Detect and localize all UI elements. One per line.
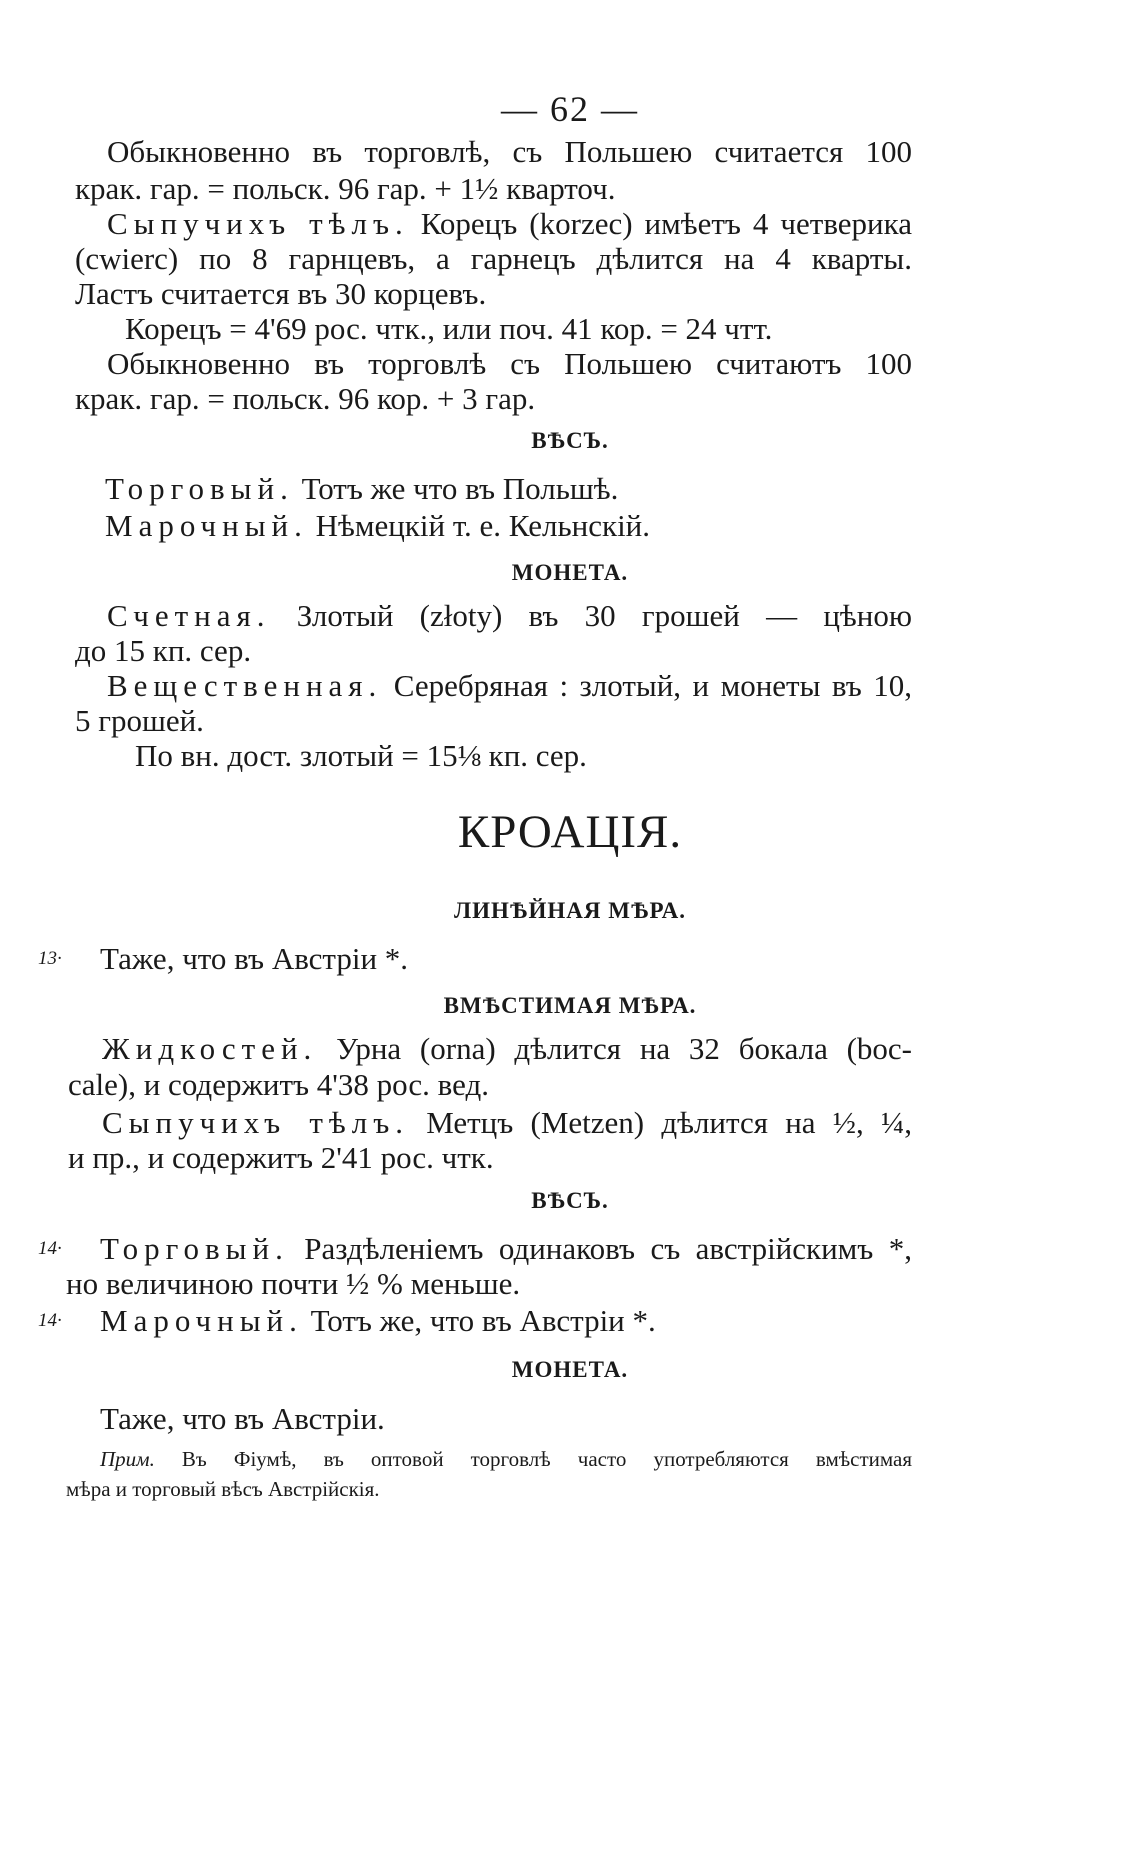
text-line: По вн. дост. злотый = 15⅛ кп. сер. <box>135 738 587 773</box>
text-line: крак. гар. = польск. 96 гар. + 1½ кварточ. <box>75 171 616 206</box>
text-line: Обыкновенно въ торговлѣ съ Польшею считаютъ 100 <box>107 346 912 381</box>
footnote-line: Прим. Въ Фіумѣ, въ оптовой торговлѣ часто употребляются вмѣстимая <box>100 1447 912 1471</box>
section-heading: МОНЕТА. <box>511 560 629 585</box>
text-line: но величиною почти ½ % меньше. <box>66 1266 521 1301</box>
note-label: Прим. <box>100 1447 155 1471</box>
term: Сыпучихъ тѣлъ. <box>102 1105 409 1140</box>
text-line: Сыпучихъ тѣлъ. Метцъ (Metzen) дѣлится на ½, ¼, <box>102 1105 912 1140</box>
term: Марочный. <box>100 1303 303 1338</box>
text-line: крак. гар. = польск. 96 кор. + 3 гар. <box>75 381 536 416</box>
text-line: Вещественная. Серебряная : злотый, и монеты въ 10, <box>107 668 912 703</box>
term: Жидкостей. <box>102 1031 318 1066</box>
section-heading: МОНЕТА. <box>511 1357 629 1382</box>
section-heading: ВѢСЪ. <box>531 1188 609 1213</box>
page-number: — 62 — <box>501 89 639 129</box>
text-line: Ластъ считается въ 30 корцевъ. <box>75 276 487 311</box>
term: Сыпучихъ тѣлъ. <box>107 206 409 241</box>
term: Торговый. <box>105 471 294 506</box>
text-line: (cwierc) по 8 гарнцевъ, а гарнецъ дѣлится на 4 кварты. <box>75 241 912 276</box>
section-heading: ВМѢСТИМАЯ МѢРА. <box>443 993 697 1018</box>
text-line: Торговый. Раздѣленіемъ одинаковъ съ австрійскимъ *, <box>100 1231 912 1266</box>
term: Вещественная. <box>107 668 383 703</box>
text-line: Марочный. Нѣмецкій т. е. Кельнскій. <box>105 508 651 543</box>
text-line: Марочный. Тотъ же, что въ Австріи *. <box>100 1303 656 1338</box>
text-line: Жидкостей. Урна (orna) дѣлится на 32 бокала (boc- <box>102 1031 913 1066</box>
margin-marker: 13· <box>38 948 62 969</box>
text-line: до 15 кп. сер. <box>75 633 252 668</box>
text-line: Обыкновенно въ торговлѣ, съ Польшею считается 100 <box>107 134 912 169</box>
margin-marker: 14· <box>38 1310 62 1331</box>
footnote-line: мѣра и торговый вѣсъ Австрійскія. <box>66 1477 380 1501</box>
chapter-title: КРОАЦІЯ. <box>457 806 683 858</box>
section-heading: ВѢСЪ. <box>531 428 609 453</box>
text-line: Таже, что въ Австріи. <box>100 1401 385 1436</box>
text-line: и пр., и содержитъ 2'41 рос. чтк. <box>68 1140 494 1175</box>
text-line: cale), и содержитъ 4'38 рос. вед. <box>68 1067 489 1102</box>
section-heading: ЛИНѢЙНАЯ МѢРА. <box>454 898 686 923</box>
term: Марочный. <box>105 508 308 543</box>
text-line: Сыпучихъ тѣлъ. Корецъ (korzec) имѣетъ 4 четверика <box>107 206 912 241</box>
text-line: 5 грошей. <box>75 703 204 738</box>
margin-marker: 14· <box>38 1238 62 1259</box>
term: Счетная. <box>107 598 271 633</box>
term: Торговый. <box>100 1231 289 1266</box>
text-line: Торговый. Тотъ же что въ Польшѣ. <box>105 471 619 506</box>
text-line: Счетная. Злотый (złoty) въ 30 грошей — цѣною <box>107 598 913 633</box>
text-line: Корецъ = 4'69 рос. чтк., или поч. 41 кор. = 24 чтт. <box>125 311 773 346</box>
text-line: Таже, что въ Австріи *. <box>100 941 409 976</box>
